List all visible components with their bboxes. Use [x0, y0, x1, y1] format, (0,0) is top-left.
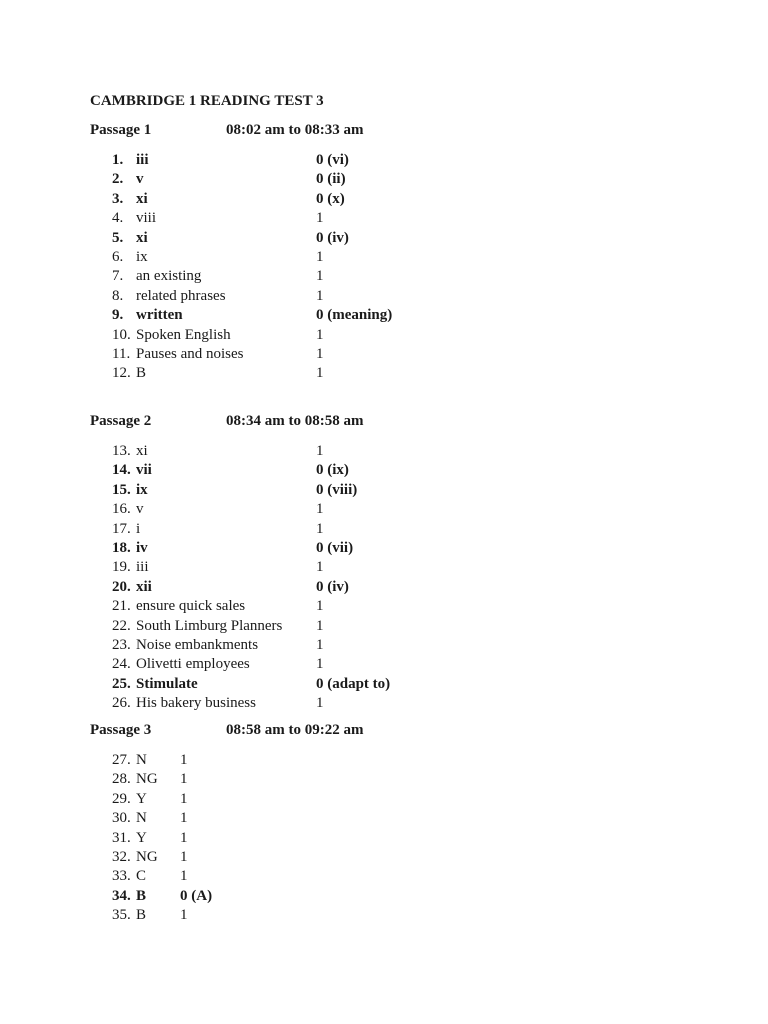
question-number: 20. [112, 578, 131, 595]
answer-row [0, 267, 768, 286]
answer-text: iii [136, 559, 149, 576]
question-number: 8. [112, 287, 124, 304]
question-number: 29. [112, 790, 131, 807]
answer-score: 1 [316, 501, 324, 518]
answer-text: iii [136, 152, 149, 168]
answer-score: 1 [316, 695, 324, 712]
answer-text: v [136, 171, 144, 188]
answer-row [0, 461, 768, 480]
answer-text: i [136, 520, 141, 537]
answer-text: related phrases [136, 287, 226, 304]
answer-row [0, 636, 768, 655]
answer-row [0, 190, 768, 209]
answer-row [0, 887, 768, 906]
answer-score: 1 [316, 346, 324, 362]
answer-text: vii [136, 462, 152, 479]
passage-label: Passage 2 [90, 413, 152, 429]
answer-row [0, 170, 768, 189]
answer-score: 0 (meaning) [316, 307, 393, 324]
question-number: 18. [112, 540, 131, 556]
answer-text: Stimulate [136, 675, 198, 692]
question-number: 26. [112, 695, 131, 712]
answer-row [0, 326, 768, 345]
answer-row [0, 558, 768, 577]
question-number: 4. [112, 210, 124, 227]
answer-score: 1 [316, 443, 324, 459]
answer-row [0, 848, 768, 867]
answer-score: 1 [316, 287, 324, 304]
passage-label: Passage 1 [90, 122, 152, 138]
question-number: 19. [112, 559, 131, 576]
question-number: 12. [112, 365, 131, 382]
question-number: 11. [112, 346, 131, 362]
question-number: 34. [112, 887, 131, 904]
question-number: 1. [112, 152, 124, 168]
answer-score: 0 (A) [180, 887, 213, 904]
answer-text: Noise embankments [136, 637, 259, 653]
answer-text: written [136, 307, 183, 324]
answer-score: 0 (ii) [316, 171, 346, 188]
answer-text: South Limburg Planners [136, 617, 283, 634]
answer-score: 1 [180, 907, 188, 924]
answer-score: 1 [180, 752, 188, 768]
answer-text: Spoken English [136, 326, 231, 343]
answer-score: 0 (ix) [316, 462, 349, 479]
answer-row [0, 694, 768, 713]
answer-text: xi [136, 229, 148, 246]
answer-text: viii [136, 210, 157, 227]
document-title: CAMBRIDGE 1 READING TEST 3 [90, 93, 324, 109]
answer-score: 1 [180, 849, 188, 865]
answer-row [0, 906, 768, 925]
answer-row [0, 829, 768, 848]
answer-score: 1 [180, 790, 188, 807]
answer-score: 1 [180, 868, 188, 885]
answer-row [0, 597, 768, 616]
question-number: 13. [112, 443, 131, 459]
answer-score: 1 [316, 598, 324, 615]
question-number: 3. [112, 190, 124, 207]
answer-text: Y [136, 790, 147, 807]
answer-row [0, 209, 768, 228]
answer-score: 1 [316, 249, 324, 265]
question-number: 14. [112, 462, 131, 479]
answer-row [0, 675, 768, 694]
question-number: 6. [112, 249, 124, 265]
question-number: 28. [112, 771, 131, 788]
passage-time: 08:34 am to 08:58 am [226, 413, 364, 429]
answer-row [0, 442, 768, 461]
answer-text: Pauses and noises [136, 346, 244, 362]
answer-text: ix [136, 249, 148, 265]
answer-score: 0 (adapt to) [316, 675, 391, 692]
answer-text: an existing [136, 268, 202, 285]
answer-row [0, 770, 768, 789]
answer-score: 1 [316, 656, 324, 673]
answer-text: xi [136, 443, 148, 459]
question-number: 2. [112, 171, 124, 188]
answer-text: ix [136, 481, 148, 498]
answer-text: v [136, 501, 144, 518]
answer-text: iv [136, 540, 148, 556]
answer-score: 1 [180, 771, 188, 788]
answer-score: 0 (iv) [316, 578, 349, 595]
answer-row [0, 578, 768, 597]
answer-row [0, 481, 768, 500]
answer-text: ensure quick sales [136, 598, 246, 615]
answer-text: xi [136, 190, 148, 207]
question-number: 5. [112, 229, 124, 246]
answer-score: 1 [316, 326, 324, 343]
answer-text: B [136, 907, 147, 924]
answer-row [0, 306, 768, 325]
answer-score: 1 [316, 637, 324, 653]
answer-row [0, 520, 768, 539]
passage-time: 08:58 am to 09:22 am [226, 722, 364, 738]
answer-row [0, 229, 768, 248]
answer-text: B [136, 365, 147, 382]
answer-text: N [136, 752, 147, 768]
question-number: 25. [112, 675, 131, 692]
question-number: 21. [112, 598, 131, 615]
question-number: 33. [112, 868, 131, 885]
answer-text: xii [136, 578, 152, 595]
question-number: 17. [112, 520, 131, 537]
question-number: 16. [112, 501, 131, 518]
question-number: 31. [112, 829, 131, 846]
answer-row [0, 867, 768, 886]
passage-time: 08:02 am to 08:33 am [226, 122, 364, 138]
answer-score: 0 (x) [316, 190, 345, 207]
answer-score: 1 [316, 210, 324, 227]
answer-row [0, 287, 768, 306]
answer-score: 1 [316, 268, 324, 285]
answer-score: 1 [316, 617, 324, 634]
answer-text: NG [136, 849, 158, 865]
answer-score: 0 (viii) [316, 481, 358, 498]
answer-score: 1 [316, 520, 324, 537]
answer-text: Y [136, 829, 147, 846]
answer-row [0, 539, 768, 558]
answer-row [0, 751, 768, 770]
answer-row [0, 655, 768, 674]
question-number: 15. [112, 481, 131, 498]
answer-score: 0 (vii) [316, 540, 354, 556]
answer-row [0, 345, 768, 364]
answer-text: N [136, 810, 147, 827]
question-number: 30. [112, 810, 131, 827]
answer-row [0, 617, 768, 636]
answer-score: 1 [180, 810, 188, 827]
answer-row [0, 364, 768, 383]
answer-score: 1 [316, 365, 324, 382]
question-number: 10. [112, 326, 131, 343]
question-number: 23. [112, 637, 131, 653]
answer-score: 0 (iv) [316, 229, 349, 246]
answer-row [0, 790, 768, 809]
answer-text: Olivetti employees [136, 656, 250, 673]
question-number: 27. [112, 752, 131, 768]
answer-row [0, 809, 768, 828]
question-number: 7. [112, 268, 124, 285]
answer-row [0, 500, 768, 519]
answer-text: His bakery business [136, 695, 256, 712]
question-number: 35. [112, 907, 131, 924]
question-number: 32. [112, 849, 131, 865]
answer-score: 1 [180, 829, 188, 846]
answer-row [0, 151, 768, 170]
question-number: 22. [112, 617, 131, 634]
answer-score: 0 (vi) [316, 152, 349, 168]
question-number: 9. [112, 307, 124, 324]
answer-score: 1 [316, 559, 324, 576]
answer-text: C [136, 868, 147, 885]
answer-text: B [136, 887, 147, 904]
answer-row [0, 248, 768, 267]
passage-label: Passage 3 [90, 722, 152, 738]
question-number: 24. [112, 656, 131, 673]
answer-text: NG [136, 771, 158, 788]
